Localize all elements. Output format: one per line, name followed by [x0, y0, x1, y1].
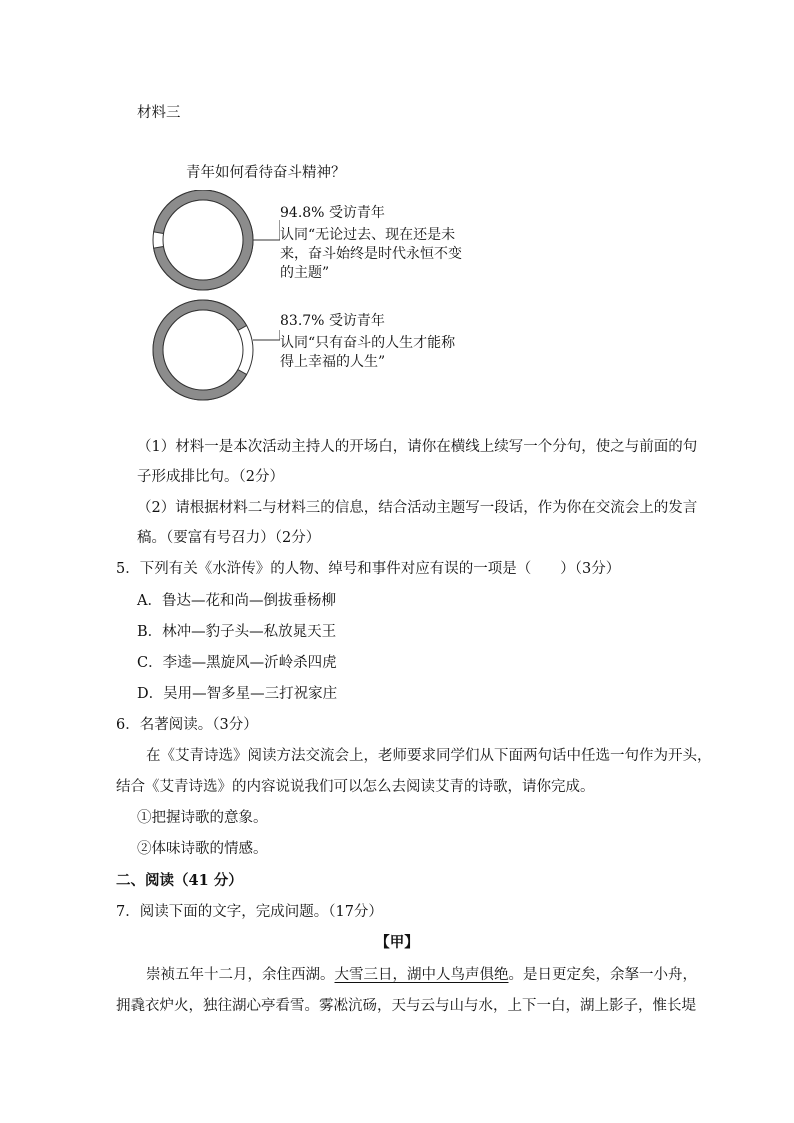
q7-underlined-sentence: 大雪三日，湖中人鸟声俱绝 — [334, 967, 509, 983]
q4-sub1-line1: （1）材料一是本次活动主持人的开场白，请你在横线上续写一个分句，使之与前面的句 — [137, 439, 698, 455]
q7-text-line1 — [146, 965, 697, 985]
q5-option-d: D．吴用—智多星—三打祝家庄 — [137, 686, 338, 702]
q6-para-line1: 在《艾青诗选》阅读方法交流会上，老师要求同学们从下面两句话中任选一句作为开头， — [146, 748, 712, 764]
ring1-who: 受访青年 — [328, 205, 385, 221]
ring1-leader-line — [253, 220, 280, 240]
q7-text-line1-end: 。是日更定矣，余拏一小舟， — [508, 967, 697, 983]
q5-option-a: A．鲁达—花和尚—倒拔垂杨柳 — [137, 593, 336, 609]
q7-text-line2: 拥毳衣炉火，独往湖心亭看雪。雾凇沆砀，天与云与山与水，上下一白，湖上影子，惟长堤 — [116, 998, 696, 1014]
q6-para-line2: 结合《艾青诗选》的内容说说我们可以怎么去阅读艾青的诗歌，请你完成。 — [116, 779, 595, 795]
ring1-inner — [163, 200, 243, 280]
q5-option-b: B．林冲—豹子头—私放晁天王 — [137, 624, 337, 640]
ring1-desc-line1: 认同“无论过去、现在还是未 — [280, 227, 456, 243]
ring2-inner — [163, 310, 243, 390]
ring2-percent: 83.7% — [280, 313, 325, 329]
q6-item-2: ②体味诗歌的情感。 — [137, 841, 268, 857]
q4-sub2-line2: 稿。（要富有号召力）（2分） — [137, 530, 321, 546]
ring2-label — [280, 312, 385, 331]
chart-title: 青年如何看待奋斗精神？ — [186, 165, 346, 181]
ring1-percent: 94.8% — [280, 205, 325, 221]
ring1-label — [280, 204, 385, 223]
ring2-leader-line — [253, 330, 280, 340]
material-heading: 材料三 — [137, 105, 181, 121]
ring2-desc-line1: 认同“只有奋斗的人生才能称 — [280, 335, 456, 351]
ring1-desc-line3: 的主题” — [280, 265, 330, 281]
q5-stem: 5．下列有关《水浒传》的人物、绰号和事件对应有误的一项是（ ）（3分） — [116, 561, 621, 577]
ring1-desc-line2: 来，奋斗始终是时代永恒不变 — [280, 246, 462, 262]
ring2-desc-line2: 得上幸福的人生” — [280, 354, 386, 370]
q6-item-1: ①把握诗歌的意象。 — [137, 810, 268, 826]
section-title-reading: 二、阅读（41 分） — [116, 872, 243, 889]
q5-option-c: C．李逵—黑旋风—沂岭杀四虎 — [137, 655, 337, 671]
q4-sub1-line2: 子形成排比句。（2分） — [137, 469, 284, 485]
q7-stem: 7．阅读下面的文字，完成问题。（17分） — [116, 904, 383, 920]
ring-charts — [140, 190, 280, 430]
q7-part-label: 【甲】 — [375, 934, 419, 951]
q7-text-line1-start: 崇祯五年十二月，余住西湖。 — [146, 967, 335, 983]
q4-sub2-line1: （2）请根据材料二与材料三的信息，结合活动主题写一段话，作为你在交流会上的发言 — [137, 500, 698, 516]
ring2-who: 受访青年 — [328, 313, 385, 329]
q6-stem: 6．名著阅读。（3分） — [116, 717, 258, 733]
